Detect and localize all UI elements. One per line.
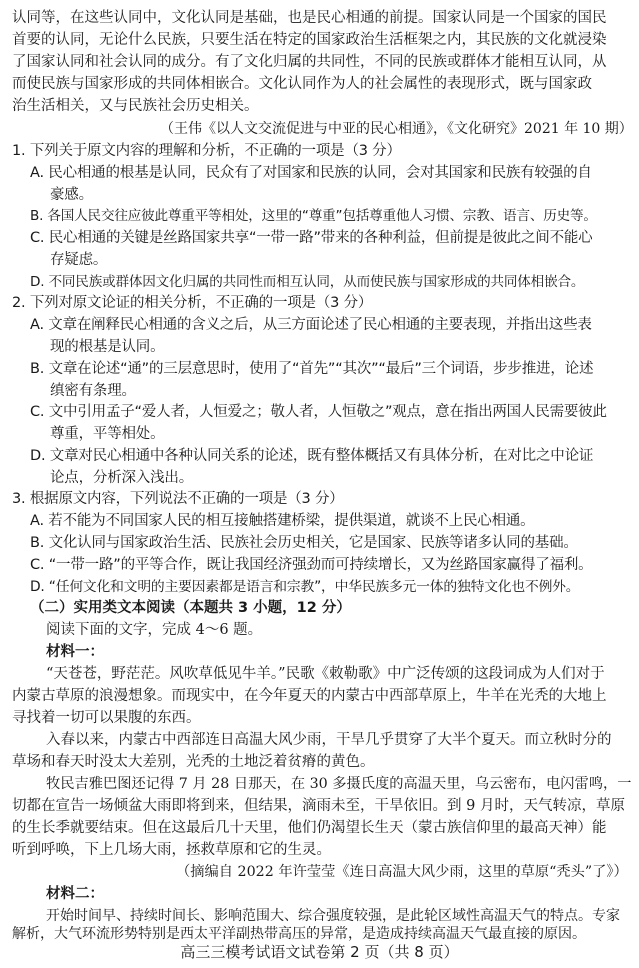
question-2-option-a-cont: 现的根基是认同。 xyxy=(50,339,165,355)
question-2-option-b-cont: 缜密有条理。 xyxy=(50,383,136,399)
material-1-line: 草场和春天时没太大差别，光秃的土地泛着贫瘠的黄色。 xyxy=(12,754,375,770)
passage-line: 治生活相关，又与民族社会历史相关。 xyxy=(12,98,259,114)
passage-line: 首要的认同，无论什么民族，只要生活在特定的国家政治生活框架之内，其民族的文化就浸染 xyxy=(12,32,607,48)
material-1-line: 寻找着一切可以果腹的东西。 xyxy=(12,710,201,726)
material-2-line: 开始时间早、持续时间长、影响范围大、综合强度较强，是此轮区域性高温天气的特点。专家 xyxy=(46,908,620,924)
section-two-heading: （二）实用类文本阅读（本题共 3 小题，12 分） xyxy=(30,600,351,616)
question-1-option-d: D. 不同民族或群体因文化归属的共同性而相互认同，从而使民族与国家形成的共同体相嵌合。 xyxy=(30,274,585,290)
section-two-instruction: 阅读下面的文字，完成 4～6 题。 xyxy=(46,622,263,638)
material-1-source: （摘编自 2022 年许莹莹《连日高温大风少雨，这里的草原“秃头”了》） xyxy=(176,864,628,880)
material-2-label: 材料二： xyxy=(46,886,104,902)
question-1-stem: 1. 下列关于原文内容的理解和分析，不正确的一项是（3 分） xyxy=(12,143,401,159)
passage-line: 认同等，在这些认同中，文化认同是基础，也是民心相通的前提。国家认同是一个国家的国民 xyxy=(12,10,607,26)
question-1-option-a: A. 民心相通的根基是认同，民众有了对国家和民族的认同，会对其国家和民族有较强的自 xyxy=(30,165,592,181)
question-1-option-c: C. 民心相通的关键是丝路国家共享“一带一路”带来的各种利益，但前提是彼此之间不能心 xyxy=(30,230,593,246)
passage-line: 而使民族与国家形成的共同体相嵌合。文化认同作为人的社会属性的表现形式，既与国家政 xyxy=(12,76,592,92)
material-1-line: 内蒙古草原的浪漫想象。而现实中，在今年夏天的内蒙古中西部草原上，牛羊在光秃的大地上 xyxy=(12,688,607,704)
question-2-option-c-cont: 尊重，平等相处。 xyxy=(50,426,165,442)
question-3-option-d: D. “任何文化和文明的主要因素都是语言和宗教”，中华民族多元一体的独特文化也不例外。 xyxy=(30,579,580,595)
page-footer: 高三三模考试语文试卷第 2 页（共 8 页） xyxy=(180,943,459,961)
question-3-option-c: C. “一带一路”的平等合作，既让我国经济强劲而可持续增长，又为丝路国家赢得了福利。 xyxy=(30,557,593,573)
material-1-line: “天苍苍，野茫茫。风吹草低见牛羊。”民歌《敕勒歌》中广泛传颂的这段词成为人们对于 xyxy=(46,666,605,682)
material-1-line: 切都在宣告一场倾盆大雨即将到来，但结果，滴雨未至，干旱依旧。到 9 月时，天气转凉，草原 xyxy=(12,798,625,814)
question-2-option-d: D. 文章对民心相通中各种认同关系的论述，既有整体概括又有具体分析，在对比之中论证 xyxy=(30,448,594,464)
question-2-option-a: A. 文章在阐释民心相通的含义之后，从三方面论述了民心相通的主要表现，并指出这些表 xyxy=(30,317,592,333)
source-citation: （王伟《以人文交流促进与中亚的民心相通》，《文化研究》2021 年 10 期） xyxy=(160,121,633,137)
question-1-option-c-cont: 存疑虑。 xyxy=(50,252,108,268)
question-2-option-b: B. 文章在论述“通”的三层意思时，使用了“首先”“其次”“最后”三个词语，步步推进，论述 xyxy=(30,361,594,377)
material-2-line: 解析，大气环流形势特别是西太平洋副热带高压的异常，是造成持续高温天气最直接的原因。 xyxy=(12,926,586,942)
material-1-line: 牧民吉雅巴图还记得 7 月 28 日那天，在 30 多摄氏度的高温天里，乌云密布，电闪雷鸣，一 xyxy=(46,776,632,792)
question-2-option-d-cont: 论点，分析深入浅出。 xyxy=(50,470,193,486)
question-3-stem: 3. 根据原文内容，下列说法不正确的一项是（3 分） xyxy=(12,491,344,507)
passage-line: 了国家认同和社会认同的成分。有了文化归属的共同性，不同的民族或群体才能相互认同，从 xyxy=(12,54,607,70)
material-1-line: 入春以来，内蒙古中西部连日高温大风少雨，干旱几乎贯穿了大半个夏天。而立秋时分的 xyxy=(46,732,612,748)
question-1-option-b: B. 各国人民交往应彼此尊重平等相处，这里的“尊重”包括尊重他人习惯、宗教、语言、历史等。 xyxy=(30,208,597,224)
material-1-line: 的生长季就要结束。但在这最后几十天里，他们仍渴望长生天（蒙古族信仰里的最高天神）能 xyxy=(12,820,607,836)
question-3-option-a: A. 若不能为不同国家人民的相互接触搭建桥梁，提供渠道，就谈不上民心相通。 xyxy=(30,513,535,529)
material-1-line: 听到呼唤，下上几场大雨，拯救草原和它的生灵。 xyxy=(12,842,331,858)
question-3-option-b: B. 文化认同与国家政治生活、民族社会历史相关，它是国家、民族等诸多认同的基础。 xyxy=(30,535,578,551)
material-1-label: 材料一： xyxy=(46,644,104,660)
question-2-option-c: C. 文中引用孟子“爱人者，人恒爱之；敬人者，人恒敬之”观点，意在指出两国人民需要彼此 xyxy=(30,404,607,420)
question-1-option-a-cont: 豪感。 xyxy=(50,187,93,203)
question-2-stem: 2. 下列对原文论证的相关分析，不正确的一项是（3 分） xyxy=(12,295,373,311)
